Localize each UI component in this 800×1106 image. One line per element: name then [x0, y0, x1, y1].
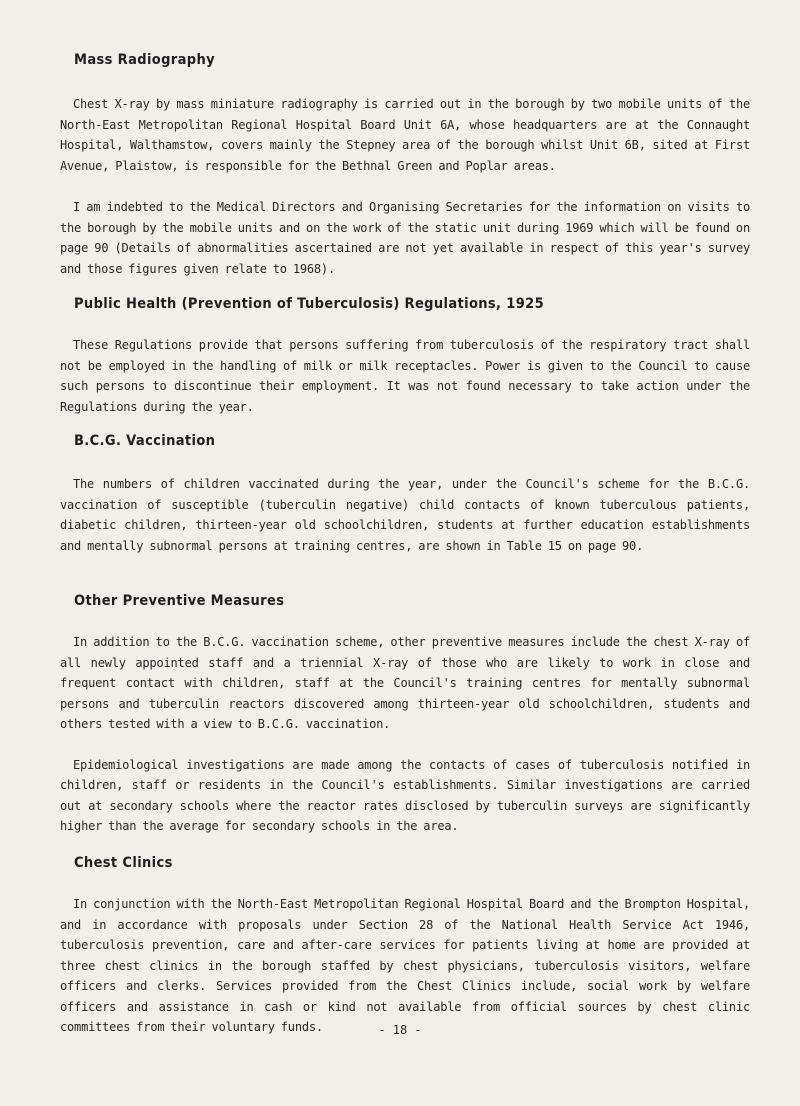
paragraph: Epidemiological investigations are made among the contacts of cases of tuberculosis notified in children, staff or residents in the Council's establishments. Similar investigations are carried out at secondary schools where the reactor rates disclosed by tuberculin surveys are significantly higher than the average for secondary schools in the area. — [60, 757, 750, 833]
paragraph: In addition to the B.C.G. vaccination scheme, other preventive measures include the chest X-ray of all newly appointed staff and a triennial X-ray of those who are likely to work in close and frequent contact with children, staff at the Council's training centres for mentally subnormal persons and tuberculin reactors discovered among thirteen-year old schoolchildren, students and others tested with a view to B.C.G. vaccination. — [60, 635, 750, 731]
section-other-preventive-measures — [60, 593, 750, 837]
section-heading: Mass Radiography — [74, 52, 215, 68]
paragraph: These Regulations provide that persons suffering from tuberculosis of the respiratory tract shall not be employed in the handling of milk or milk receptacles. Power is given to the Council to cause such persons to discontinue their employment. It was not found necessary to take action under the Regulations during the year. — [60, 338, 750, 414]
paragraph: The numbers of children vaccinated during the year, under the Council's scheme for the B.C.G. vaccination of susceptible (tuberculin negative) child contacts of known tuberculous patients, diabetic children, thirteen-year old schoolchildren, students at further education establishments and mentally subnormal persons at training centres, are shown in Table 15 on page 90. — [60, 477, 750, 553]
section-heading: Other Preventive Measures — [74, 593, 285, 609]
paragraph: In conjunction with the North-East Metropolitan Regional Hospital Board and the Brompton Hospital, and in accordance with proposals under Section 28 of the National Health Service Act 1946, tuberculosis prevention, care and after-care services for patients living at home are provided at three chest clinics in the borough staffed by chest physicians, tuberculosis visitors, welfare officers and clerks. Services provided from the Chest Clinics include, social work by welfare officers and assistance in cash or kind not available from official sources by chest clinic committees from their voluntary funds. — [60, 897, 750, 1034]
paragraph: Chest X-ray by mass miniature radiography is carried out in the borough by two mobile units of the North-East Metropolitan Regional Hospital Board Unit 6A, whose headquarters are at the Connaught Hospital, Walthamstow, covers mainly the Stepney area of the borough whilst Unit 6B, sited at First Avenue, Plaistow, is responsible for the Bethnal Green and Poplar areas. — [60, 97, 750, 173]
section-heading: B.C.G. Vaccination — [74, 433, 216, 449]
section-heading: Chest Clinics — [74, 855, 173, 871]
section-bcg-vaccination — [60, 433, 750, 556]
paragraph: I am indebted to the Medical Directors and Organising Secretaries for the information on visits to the borough by the mobile units and on the work of the static unit during 1969 which will be found on page 90 (Details of abnormalities ascertained are not yet available in respect of this year's survey and those figures given relate to 1968). — [60, 200, 750, 276]
section-prevention-regulations — [60, 296, 750, 417]
section-chest-clinics — [60, 855, 750, 1038]
section-mass-radiography — [60, 52, 750, 279]
section-heading: Public Health (Prevention of Tuberculosis) Regulations, 1925 — [74, 296, 545, 312]
page-number: - 18 - — [378, 1023, 422, 1037]
